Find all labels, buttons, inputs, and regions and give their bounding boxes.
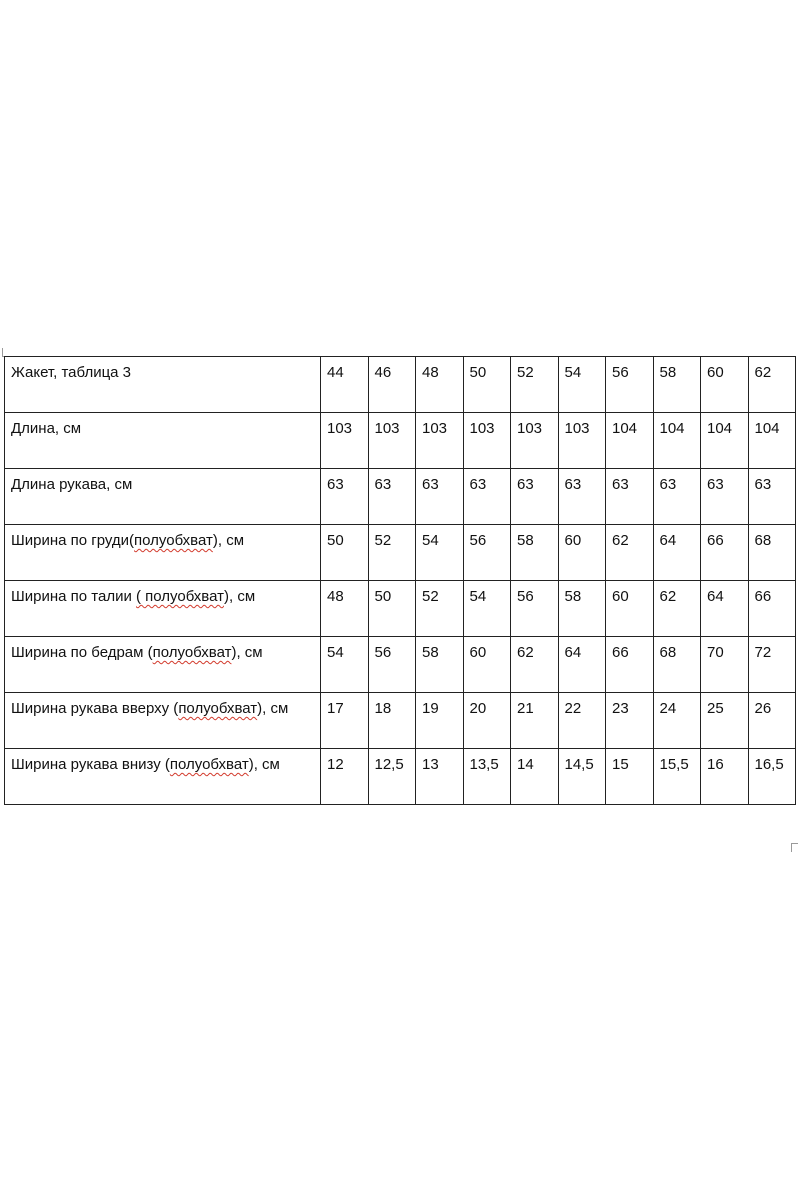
value-cell: 20 — [463, 693, 511, 749]
table-row-sleeve-bottom-width — [5, 749, 796, 805]
value-cell: 52 — [368, 525, 416, 581]
value-cell: 63 — [463, 469, 511, 525]
row-label-cell — [5, 525, 321, 581]
row-label-cell — [5, 693, 321, 749]
size-cell: 44 — [321, 357, 369, 413]
value-cell: 58 — [511, 525, 559, 581]
value-cell: 60 — [558, 525, 606, 581]
size-cell: 52 — [511, 357, 559, 413]
spellcheck-word: полуобхват — [178, 700, 258, 717]
value-cell: 103 — [368, 413, 416, 469]
value-cell: 63 — [558, 469, 606, 525]
row-label-cell — [5, 469, 321, 525]
row-label-text: ), см — [224, 588, 256, 605]
value-cell: 70 — [701, 637, 749, 693]
value-cell: 63 — [701, 469, 749, 525]
value-cell: 56 — [368, 637, 416, 693]
size-cell: 50 — [463, 357, 511, 413]
size-cell: 58 — [653, 357, 701, 413]
row-label-text: Ширина рукава внизу ( — [11, 756, 170, 773]
value-cell: 66 — [606, 637, 654, 693]
header-label: Жакет, таблица 3 — [11, 364, 132, 381]
size-cell: 62 — [748, 357, 796, 413]
value-cell: 104 — [653, 413, 701, 469]
value-cell: 68 — [748, 525, 796, 581]
row-label-text: ), см — [212, 532, 245, 549]
value-cell: 58 — [416, 637, 464, 693]
row-label-cell — [5, 637, 321, 693]
value-cell: 63 — [606, 469, 654, 525]
row-label-text: Ширина по бедрам ( — [11, 644, 153, 661]
value-cell: 21 — [511, 693, 559, 749]
value-cell: 66 — [701, 525, 749, 581]
value-cell: 22 — [558, 693, 606, 749]
value-cell: 54 — [321, 637, 369, 693]
row-label-text: Длина, см — [11, 420, 82, 437]
value-cell: 63 — [748, 469, 796, 525]
size-cell: 46 — [368, 357, 416, 413]
table-header-row — [5, 357, 796, 413]
row-label-text: ), см — [257, 700, 289, 717]
header-label-cell — [5, 357, 321, 413]
value-cell: 103 — [511, 413, 559, 469]
row-label-text: ), см — [248, 756, 280, 773]
value-cell: 103 — [416, 413, 464, 469]
value-cell: 13,5 — [463, 749, 511, 805]
size-cell: 54 — [558, 357, 606, 413]
spellcheck-word: ( полуобхват — [136, 588, 224, 605]
value-cell: 63 — [368, 469, 416, 525]
value-cell: 14,5 — [558, 749, 606, 805]
value-cell: 68 — [653, 637, 701, 693]
size-cell: 60 — [701, 357, 749, 413]
value-cell: 52 — [416, 581, 464, 637]
spellcheck-word: полуобхват — [169, 756, 249, 773]
spellcheck-word: полуобхват — [152, 644, 232, 661]
value-cell: 62 — [653, 581, 701, 637]
size-table — [4, 356, 796, 805]
value-cell: 19 — [416, 693, 464, 749]
value-cell: 104 — [606, 413, 654, 469]
row-label-cell — [5, 581, 321, 637]
row-label-text: Ширина рукава вверху ( — [11, 700, 179, 717]
row-label-cell — [5, 413, 321, 469]
value-cell: 13 — [416, 749, 464, 805]
table-row-chest-width — [5, 525, 796, 581]
value-cell: 60 — [463, 637, 511, 693]
row-label-text: Ширина по груди( — [11, 532, 135, 549]
value-cell: 64 — [701, 581, 749, 637]
value-cell: 12,5 — [368, 749, 416, 805]
value-cell: 103 — [321, 413, 369, 469]
value-cell: 12 — [321, 749, 369, 805]
size-cell: 56 — [606, 357, 654, 413]
value-cell: 72 — [748, 637, 796, 693]
row-label-cell — [5, 749, 321, 805]
value-cell: 14 — [511, 749, 559, 805]
row-label-text: ), см — [231, 644, 263, 661]
value-cell: 18 — [368, 693, 416, 749]
value-cell: 16 — [701, 749, 749, 805]
value-cell: 16,5 — [748, 749, 796, 805]
value-cell: 104 — [701, 413, 749, 469]
value-cell: 62 — [511, 637, 559, 693]
table-row-sleeve-top-width — [5, 693, 796, 749]
value-cell: 26 — [748, 693, 796, 749]
value-cell: 15,5 — [653, 749, 701, 805]
value-cell: 63 — [653, 469, 701, 525]
value-cell: 54 — [416, 525, 464, 581]
value-cell: 48 — [321, 581, 369, 637]
table-row-hip-width — [5, 637, 796, 693]
value-cell: 62 — [606, 525, 654, 581]
value-cell: 54 — [463, 581, 511, 637]
value-cell: 56 — [463, 525, 511, 581]
value-cell: 60 — [606, 581, 654, 637]
value-cell: 103 — [558, 413, 606, 469]
value-cell: 63 — [321, 469, 369, 525]
table-corner-marker-bottom-right — [791, 843, 798, 852]
value-cell: 66 — [748, 581, 796, 637]
value-cell: 103 — [463, 413, 511, 469]
value-cell: 23 — [606, 693, 654, 749]
value-cell: 56 — [511, 581, 559, 637]
value-cell: 63 — [511, 469, 559, 525]
row-label-text: Длина рукава, см — [11, 476, 133, 493]
value-cell: 64 — [558, 637, 606, 693]
value-cell: 104 — [748, 413, 796, 469]
value-cell: 50 — [321, 525, 369, 581]
spellcheck-word: полуобхват — [134, 532, 213, 549]
table-row-length — [5, 413, 796, 469]
size-cell: 48 — [416, 357, 464, 413]
value-cell: 25 — [701, 693, 749, 749]
value-cell: 50 — [368, 581, 416, 637]
table-row-waist-width — [5, 581, 796, 637]
row-label-text: Ширина по талии — [11, 588, 136, 605]
value-cell: 64 — [653, 525, 701, 581]
value-cell: 24 — [653, 693, 701, 749]
table-row-sleeve-length — [5, 469, 796, 525]
value-cell: 63 — [416, 469, 464, 525]
value-cell: 15 — [606, 749, 654, 805]
value-cell: 58 — [558, 581, 606, 637]
value-cell: 17 — [321, 693, 369, 749]
